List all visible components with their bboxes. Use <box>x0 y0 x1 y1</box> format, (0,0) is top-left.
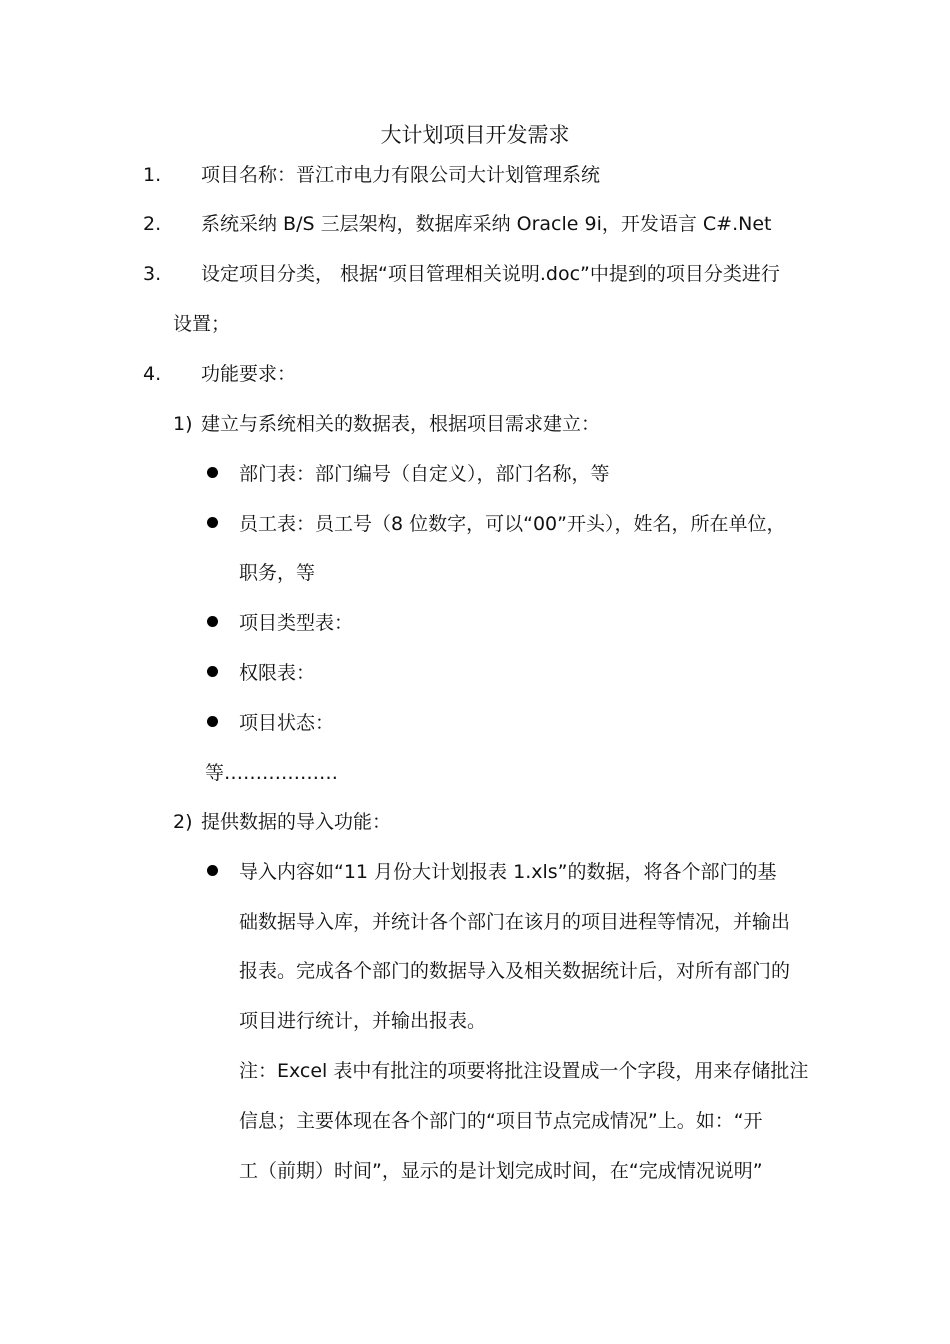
bullet-icon <box>207 616 218 627</box>
bullet-line: 导入内容如“11 月份大计划报表 1.xls”的数据，将各个部门的基 <box>239 861 777 883</box>
subsection-text: 提供数据的导入功能： <box>201 811 392 833</box>
bullet-text: 项目状态： <box>239 712 335 734</box>
item-text: 系统采纳 B/S 三层架构，数据库采纳 Oracle 9i，开发语言 C#.Net <box>201 213 772 235</box>
item-continuation: 设置； <box>173 313 231 335</box>
subsection-text: 建立与系统相关的数据表，根据项目需求建立： <box>201 413 601 435</box>
bullet-text: 部门表：部门编号（自定义），部门名称，等 <box>239 463 610 485</box>
bullet-text: 员工表：员工号（8 位数字，可以“00”开头），姓名，所在单位， <box>239 513 786 535</box>
document-title: 大计划项目开发需求 <box>380 123 570 147</box>
item-number: 4. <box>143 363 162 385</box>
item-text: 功能要求： <box>201 363 297 385</box>
etc-text: 等……………… <box>205 762 339 784</box>
item-number: 3. <box>143 263 162 285</box>
bullet-text: 权限表： <box>239 662 316 684</box>
bullet-line: 报表。完成各个部门的数据导入及相关数据统计后，对所有部门的 <box>239 960 791 982</box>
item-text: 项目名称：晋江市电力有限公司大计划管理系统 <box>201 164 601 186</box>
subsection-label: 1) <box>173 413 193 435</box>
subsection-label: 2) <box>173 811 193 833</box>
bullet-icon <box>207 467 218 478</box>
bullet-icon <box>207 716 218 727</box>
bullet-icon <box>207 517 218 528</box>
item-number: 2. <box>143 213 162 235</box>
bullet-continuation: 职务，等 <box>239 562 316 584</box>
note-line: 注：Excel 表中有批注的项要将批注设置成一个字段，用来存储批注 <box>239 1060 809 1082</box>
note-line: 信息；主要体现在各个部门的“项目节点完成情况”上。如：“开 <box>239 1110 763 1132</box>
bullet-line: 础数据导入库，并统计各个部门在该月的项目进程等情况，并输出 <box>239 911 791 933</box>
bullet-line: 项目进行统计，并输出报表。 <box>239 1010 487 1032</box>
bullet-icon <box>207 865 218 876</box>
bullet-icon <box>207 666 218 677</box>
note-line: 工（前期）时间”，显示的是计划完成时间，在“完成情况说明” <box>239 1160 763 1182</box>
item-text: 设定项目分类， 根据“项目管理相关说明.doc”中提到的项目分类进行 <box>201 263 780 285</box>
bullet-text: 项目类型表： <box>239 612 354 634</box>
item-number: 1. <box>143 164 162 186</box>
